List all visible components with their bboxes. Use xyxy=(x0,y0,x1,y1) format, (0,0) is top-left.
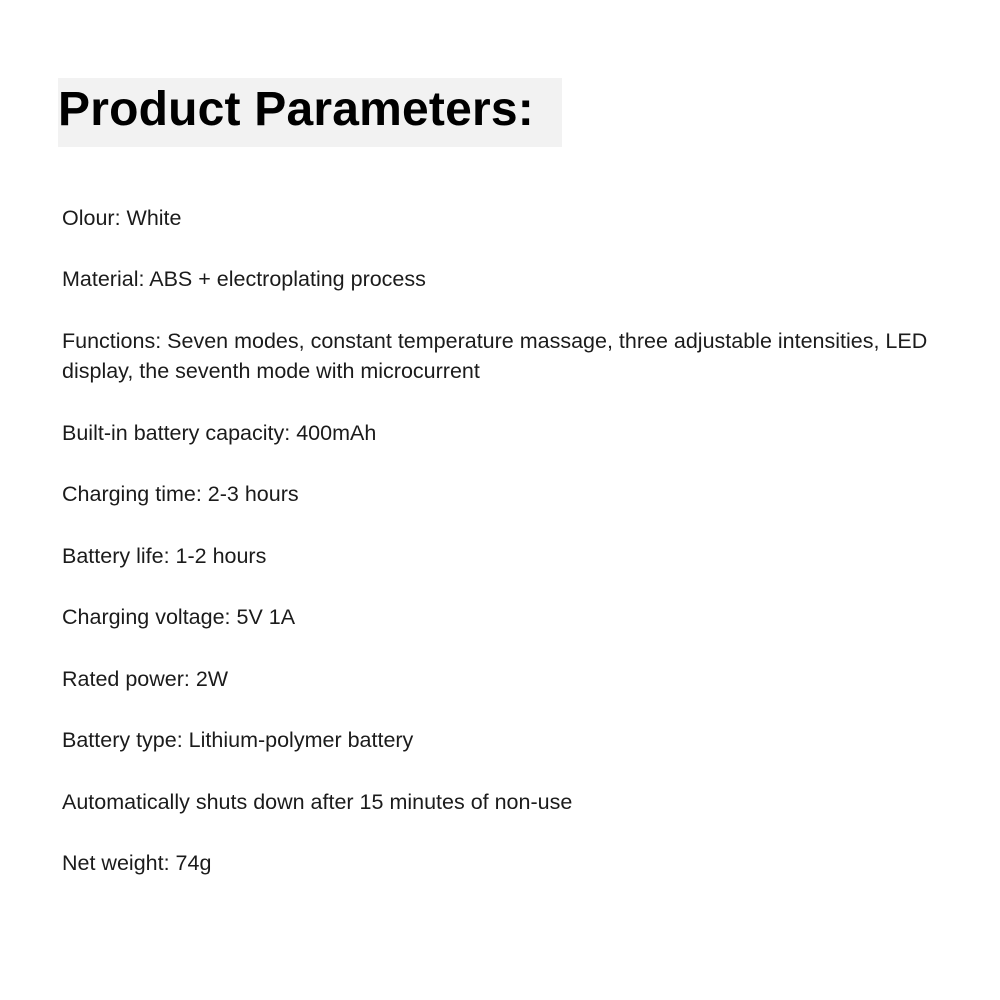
list-item: Battery life: 1-2 hours xyxy=(62,543,267,568)
list-item: Charging voltage: 5V 1A xyxy=(62,605,296,630)
list-item: Battery type: Lithium-polymer battery xyxy=(62,728,414,753)
list-item: Charging time: 2-3 hours xyxy=(62,482,299,507)
list-item: Built-in battery capacity: 400mAh xyxy=(62,420,377,445)
page-title: Product Parameters: xyxy=(58,83,534,136)
list-item: Rated power: 2W xyxy=(62,666,229,691)
specification-list xyxy=(62,203,940,879)
list-item: Olour: White xyxy=(62,205,182,230)
list-item: Automatically shuts down after 15 minutes of non-use xyxy=(62,789,573,814)
list-item: Functions: Seven modes, constant temperature massage, three adjustable intensities, LED display, the seventh mode with microcurrent xyxy=(62,328,928,384)
list-item: Material: ABS + electroplating process xyxy=(62,267,426,292)
list-item: Net weight: 74g xyxy=(62,851,212,876)
page-title-highlight xyxy=(58,78,562,147)
